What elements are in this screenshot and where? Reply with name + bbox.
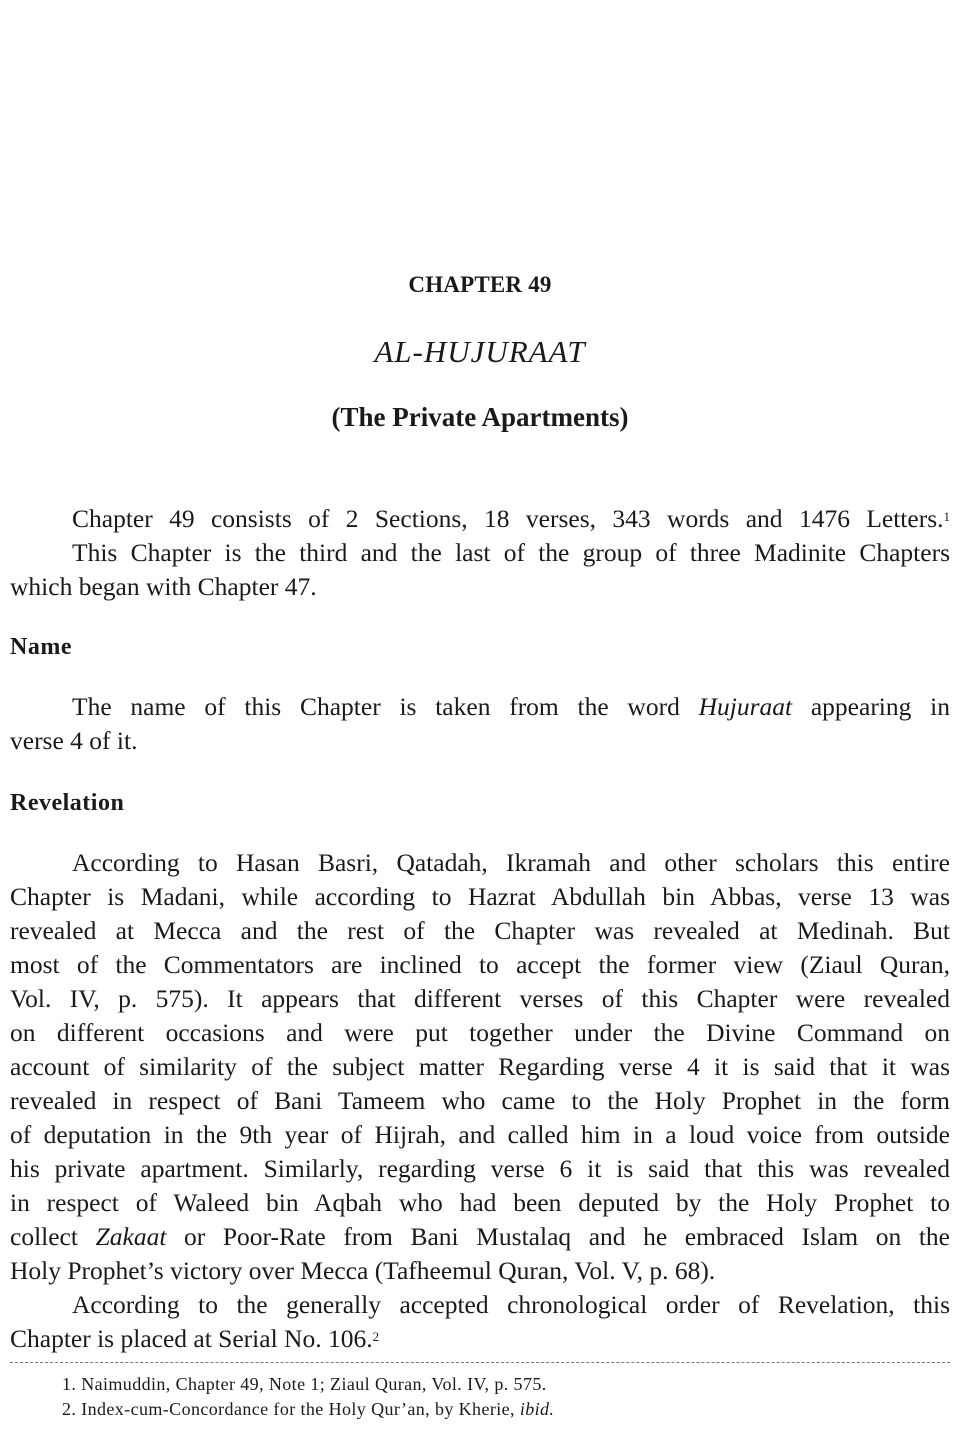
revelation-line: Vol. IV, p. 575). It appears that different verses of this Chapter were revealed [10, 984, 950, 1013]
revelation-line: account of similarity of the subject matter Regarding verse 4 it is said that it was [10, 1052, 950, 1081]
revelation-line: Chapter is placed at Serial No. 106.$^2$ [10, 1324, 380, 1353]
name-heading: Name [10, 634, 72, 660]
intro-line-3: which began with Chapter 47. [10, 572, 317, 601]
name-line-1: The name of this Chapter is taken from the word Hujuraat appearing in [72, 692, 950, 721]
zakaat-term: Zakaat [95, 1222, 167, 1251]
revelation-line: According to Hasan Basri, Qatadah, Ikramah and other scholars this entire [72, 848, 950, 877]
name-paragraph [10, 690, 950, 758]
footnote-1: 1. Naimuddin, Chapter 49, Note 1; Ziaul Quran, Vol. IV, p. 575. [62, 1374, 547, 1394]
revelation-paragraph-1 [10, 846, 950, 1356]
revelation-line: his private apartment. Similarly, regarding verse 6 it is said that this was revealed [10, 1154, 950, 1183]
chapter-title: AL-HUJURAAT [374, 334, 586, 369]
revelation-line: in respect of Waleed bin Aqbah who had been deputed by the Holy Prophet to [10, 1188, 950, 1217]
chapter-subtitle: (The Private Apartments) [331, 402, 629, 432]
revelation-line: of deputation in the 9th year of Hijrah, and called him in a loud voice from outside [10, 1120, 950, 1149]
revelation-line: revealed in respect of Bani Tameem who came to the Holy Prophet in the form [10, 1086, 950, 1115]
footnote-ref-2: 2 [372, 1329, 380, 1344]
intro-paragraph [10, 502, 950, 604]
revelation-line: According to the generally accepted chronological order of Revelation, this [72, 1290, 950, 1319]
chapter-number: CHAPTER 49 [408, 272, 552, 297]
footnote-2: 2. Index-cum-Concordance for the Holy Qur’an, by Kherie, ibid. [62, 1399, 555, 1419]
footnote-divider [10, 1362, 950, 1363]
footnotes [62, 1372, 554, 1422]
intro-line-2: This Chapter is the third and the last of the group of three Madinite Chapters [72, 538, 950, 567]
revelation-line: most of the Commentators are inclined to accept the former view (Ziaul Quran, [10, 950, 950, 979]
revelation-line: on different occasions and were put together under the Divine Command on [10, 1018, 950, 1047]
revelation-line: Chapter is Madani, while according to Hazrat Abdullah bin Abbas, verse 13 was [10, 882, 950, 911]
hujuraat-term: Hujuraat [698, 692, 793, 721]
revelation-line: Holy Prophet’s victory over Mecca (Tafheemul Quran, Vol. V, p. 68). [10, 1256, 716, 1285]
revelation-heading: Revelation [10, 790, 125, 816]
revelation-line: collect Zakaat or Poor-Rate from Bani Mustalaq and he embraced Islam on the [10, 1222, 950, 1251]
revelation-line: revealed at Mecca and the rest of the Chapter was revealed at Medinah. But [10, 916, 950, 945]
footnote-ref-1: 1 [943, 509, 950, 524]
intro-line-1: Chapter 49 consists of 2 Sections, 18 verses, 343 words and 1476 Letters.$^1$ [72, 504, 950, 533]
name-line-2: verse 4 of it. [10, 726, 138, 755]
